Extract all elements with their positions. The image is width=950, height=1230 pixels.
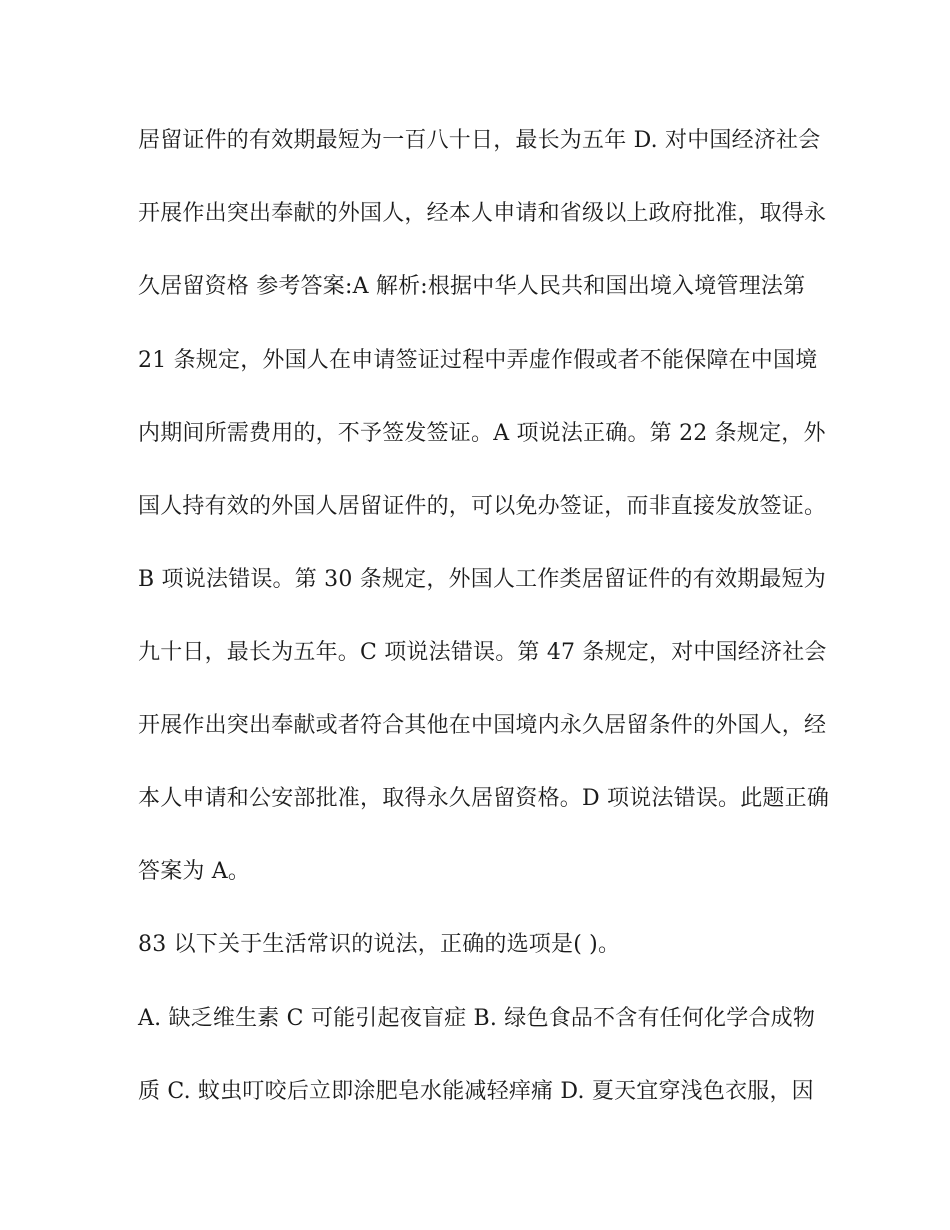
question-options-line-2: 质 C. 蚊虫叮咬后立即涂肥皂水能减轻痒痛 D. 夏天宜穿浅色衣服，因 — [138, 1079, 814, 1104]
text-line-9: 开展作出突出奉献或者符合其他在中国境内永久居留条件的外国人，经 — [138, 713, 827, 738]
question-heading: 83 以下关于生活常识的说法，正确的选项是( )。 — [138, 932, 621, 957]
text-line-2: 开展作出突出奉献的外国人，经本人申请和省级以上政府批准，取得永 — [138, 201, 827, 226]
text-line-11: 答案为 A。 — [138, 859, 251, 884]
text-line-8: 九十日，最长为五年。C 项说法错误。第 47 条规定，对中国经济社会 — [138, 640, 827, 665]
text-line-7: B 项说法错误。第 30 条规定，外国人工作类居留证件的有效期最短为 — [138, 567, 826, 592]
text-line-4: 21 条规定，外国人在申请签证过程中弄虚作假或者不能保障在中国境 — [138, 348, 818, 373]
text-line-6: 国人持有效的外国人居留证件的，可以免办签证，而非直接发放签证。 — [138, 494, 827, 519]
text-line-10: 本人申请和公安部批准，取得永久居留资格。D 项说法错误。此题正确 — [138, 786, 830, 811]
text-line-3: 久居留资格 参考答案:A 解析:根据中华人民共和国出境入境管理法第 — [138, 274, 806, 299]
question-options-line-1: A. 缺乏维生素 C 可能引起夜盲症 B. 绿色食品不含有任何化学合成物 — [138, 1006, 816, 1031]
text-line-1: 居留证件的有效期最短为一百八十日，最长为五年 D. 对中国经济社会 — [138, 128, 821, 153]
text-line-5: 内期间所需费用的，不予签发签证。A 项说法正确。第 22 条规定，外 — [138, 421, 826, 446]
